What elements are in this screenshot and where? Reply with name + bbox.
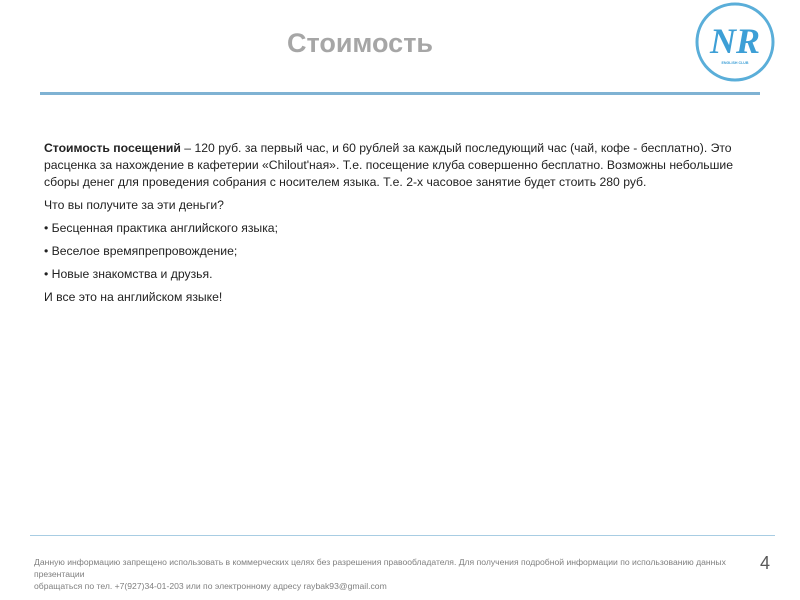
nr-logo xyxy=(694,1,776,83)
page-number: 4 xyxy=(760,553,771,573)
pricing-label: Стоимость посещений xyxy=(44,141,181,155)
bullet-item: • Новые знакомства и друзья. xyxy=(44,267,213,281)
slide-body xyxy=(44,140,764,312)
bullet-item: • Веселое времяпрепровождение; xyxy=(44,244,238,258)
pricing-text: – 120 руб. за первый час, и 60 рублей за каждый последующий час (чай, кофе - бесплатно). Это расценка за нахождение в кафетерии «Chilout'ная». Т.е. посещение клуба совершенно бесплатно. Возможны небольшие сборы денег для проведения собрания с носителем языка. Т.е. 2-х часовое занятие будет стоить 280 руб. xyxy=(44,141,734,189)
closing-line: И все это на английском языке! xyxy=(44,290,223,304)
slide-title: Стоимость xyxy=(286,28,434,58)
logo-text: NR xyxy=(709,21,761,61)
bullet-item: • Бесценная практика английского языка; xyxy=(44,221,278,235)
pricing-paragraph xyxy=(44,140,764,191)
footer-disclaimer xyxy=(34,556,749,592)
footer-divider xyxy=(30,535,775,536)
logo-subtext: ENGLISH CLUB xyxy=(721,61,749,65)
footer-line: обращаться по тел. +7(927)34-01-203 или по электронному адресу raybak93@gmail.com xyxy=(34,581,387,591)
footer-line: Данную информацию запрещено использовать в коммерческих целях без разрешения правообладателя. Для получения подробной информации по использованию данных презентации xyxy=(34,557,726,579)
question-line: Что вы получите за эти деньги? xyxy=(44,198,224,212)
title-divider xyxy=(40,92,760,95)
